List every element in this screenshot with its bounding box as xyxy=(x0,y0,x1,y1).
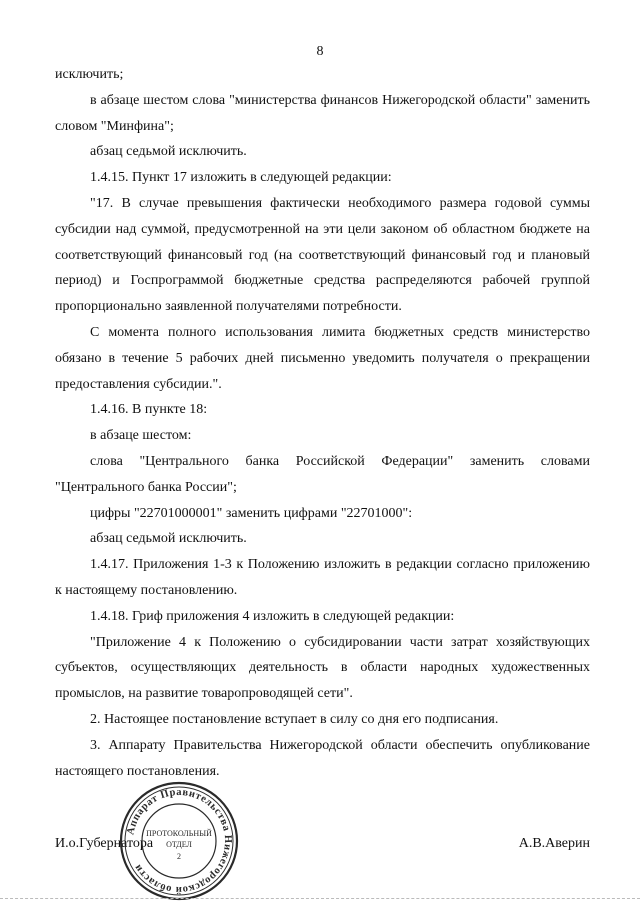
document-body xyxy=(55,62,590,784)
signatory-name: А.В.Аверин xyxy=(518,836,590,851)
paragraph: С момента полного использования лимита бюджетных средств министерство обязано в течение 5 рабочих дней письменно уведомить получателя о прекращении предоставления субсидии.". xyxy=(55,324,590,392)
page-edge-line xyxy=(0,898,640,900)
paragraph: исключить; xyxy=(55,67,124,82)
stamp xyxy=(118,780,240,902)
stamp-ring-text: Аппарат Правительства Нижегородской области xyxy=(125,786,234,896)
paragraph: 1.4.17. Приложения 1-3 к Положению изложить в редакции согласно приложению к настоящему постановлению. xyxy=(55,557,590,598)
signatory-position: И.о.Губернатора xyxy=(55,836,154,851)
stamp-line1: ПРОТОКОЛЬНЫЙ xyxy=(146,829,212,838)
paragraph: 1.4.18. Гриф приложения 4 изложить в следующей редакции: xyxy=(90,608,455,624)
paragraph: 1.4.16. В пункте 18: xyxy=(90,402,208,418)
paragraph: 2. Настоящее постановление вступает в силу со дня его подписания. xyxy=(90,711,499,727)
stamp-number: 2 xyxy=(177,852,181,861)
stamp-line2: ОТДЕЛ xyxy=(166,840,192,849)
paragraph: 3. Аппарату Правительства Нижегородской области обеспечить опубликование настоящего постановления. xyxy=(55,737,590,779)
paragraph: "Приложение 4 к Положению о субсидировании части затрат хозяйствующих субъектов, осуществляющих деятельность в области народных художественных промыслов, на развитие товаропроводящей сети". xyxy=(55,634,590,702)
page-number: 8 xyxy=(316,44,324,59)
paragraph: слова "Центрального банка Российской Федерации" заменить словами "Центрального банка России"; xyxy=(55,453,590,495)
paragraph: абзац седьмой исключить. xyxy=(90,531,247,547)
paragraph: в абзаце шестом: xyxy=(90,428,192,444)
paragraph: цифры "22701000001" заменить цифрами "22701000": xyxy=(90,505,413,521)
paragraph: абзац седьмой исключить. xyxy=(90,144,247,160)
paragraph: в абзаце шестом слова "министерства финансов Нижегородской области" заменить словом "Минфина"; xyxy=(55,92,590,134)
paragraph: "17. В случае превышения фактически необходимого размера годовой суммы субсидии над суммой, предусмотренной на эти цели законом об областном бюджете на соответствующий финансовый год (на соответствующий финансовый год и плановый период) и Госпрограммой бюджетные средства распределяются рабочей группой пропорционально заявленной получателями потребности. xyxy=(55,195,590,315)
paragraph: 1.4.15. Пункт 17 изложить в следующей редакции: xyxy=(90,170,392,186)
